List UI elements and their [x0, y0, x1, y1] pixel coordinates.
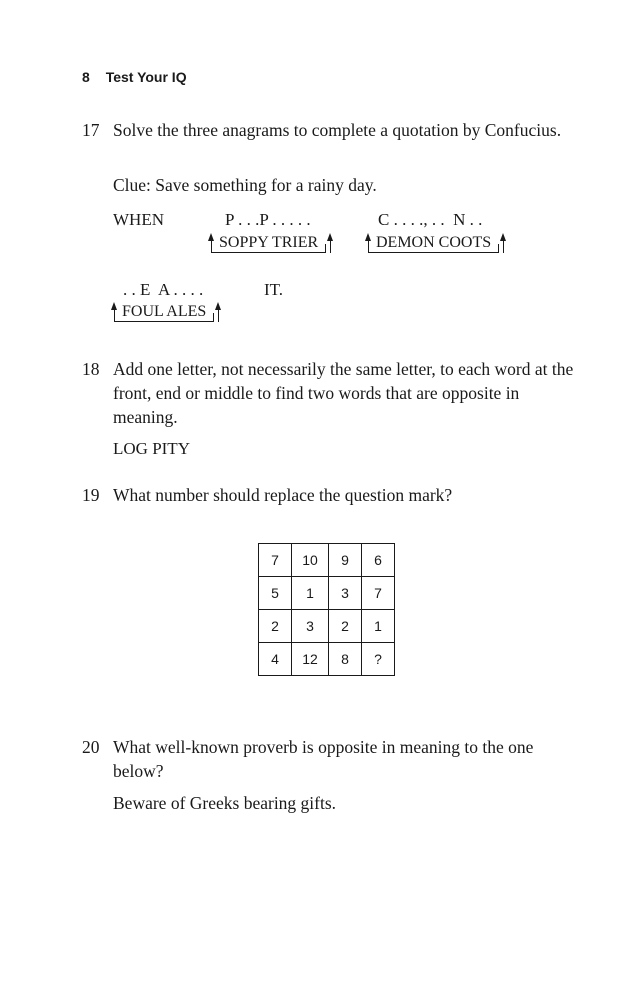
grid-cell: 3: [292, 610, 329, 643]
grid-row: [259, 610, 395, 643]
grid-row: [259, 544, 395, 577]
grid-cell: 7: [259, 544, 292, 577]
grid-cell: ?: [362, 643, 395, 676]
grid-row: [259, 643, 395, 676]
grid-cell: 1: [292, 577, 329, 610]
grid-cell: 7: [362, 577, 395, 610]
page-header: [82, 69, 187, 85]
anagram-label: SOPPY TRIER: [219, 234, 319, 251]
book-title: Test Your IQ: [105, 69, 187, 85]
grid-cell: 2: [259, 610, 292, 643]
grid-cell: 1: [362, 610, 395, 643]
word-it: IT.: [264, 280, 284, 299]
page-number: 8: [82, 69, 90, 85]
anagram-box-1: [207, 233, 330, 253]
grid-cell: 9: [329, 544, 362, 577]
question-number: 19: [82, 485, 100, 505]
grid-cell: 3: [329, 577, 362, 610]
grid-cell: 12: [292, 643, 329, 676]
question-18-words: LOG PITY: [113, 439, 190, 458]
anagram-box-2: [364, 233, 503, 253]
grid-cell: 8: [329, 643, 362, 676]
question-number: 20: [82, 737, 100, 757]
grid-cell: 4: [259, 643, 292, 676]
grid-row: [259, 577, 395, 610]
anagram-box-3: [110, 302, 218, 322]
grid-cell: 6: [362, 544, 395, 577]
anagram-label: DEMON COOTS: [376, 234, 492, 251]
question-text: Add one letter, not necessarily the same letter, to each word at the front, end or middle to find two words that are opposite in meaning.: [113, 359, 574, 427]
question-number: 17: [82, 120, 100, 140]
question-20-proverb: Beware of Greeks bearing gifts.: [113, 793, 337, 813]
question-17-clue: Clue: Save something for a rainy day.: [113, 175, 377, 195]
question-text: Solve the three anagrams to complete a quotation by Confucius.: [113, 120, 562, 140]
blank-word-1: P . . .P . . . . .: [225, 210, 311, 229]
number-grid: [258, 543, 395, 676]
question-number: 18: [82, 359, 100, 379]
blank-word-2: C . . . ., . . N . .: [378, 210, 483, 229]
grid-cell: 10: [292, 544, 329, 577]
grid-cell: 2: [329, 610, 362, 643]
word-when: WHEN: [113, 210, 164, 229]
blank-word-3: . . E A . . . .: [123, 280, 204, 299]
grid-cell: 5: [259, 577, 292, 610]
anagram-label: FOUL ALES: [122, 303, 207, 320]
question-text: What number should replace the question mark?: [113, 485, 453, 505]
question-text: What well-known proverb is opposite in meaning to the one below?: [113, 737, 534, 781]
